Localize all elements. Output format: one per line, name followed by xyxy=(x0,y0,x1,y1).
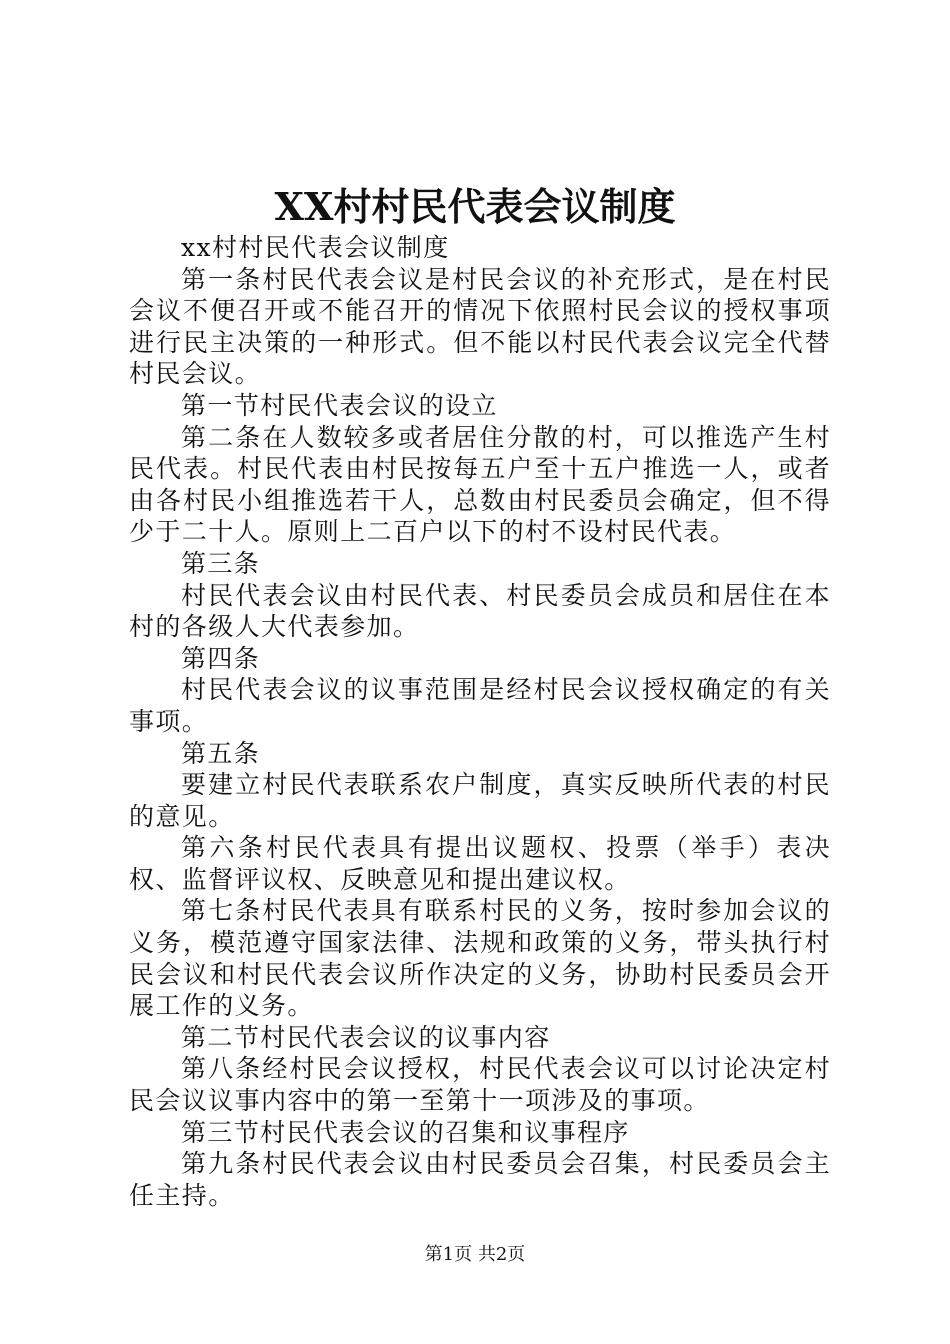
paragraph-article-3: 村民代表会议由村民代表、村民委员会成员和居住在本村的各级人大代表参加。 xyxy=(129,580,831,642)
section-heading-1: 第一节村民代表会议的设立 xyxy=(181,390,498,420)
paragraph-subtitle: xx村村民代表会议制度 xyxy=(181,233,450,262)
paragraph-article-6: 第六条村民代表具有提出议题权、投票（举手）表决权、监督评议权、反映意见和提出建议权。 xyxy=(129,833,831,894)
paragraph-article-9: 第九条村民代表会议由村民委员会召集，村民委员会主任主持。 xyxy=(129,1149,831,1210)
article-heading-4: 第四条 xyxy=(181,643,261,673)
article-heading-5: 第五条 xyxy=(181,738,261,768)
paragraph-article-5: 要建立村民代表联系农户制度，真实反映所代表的村民的意见。 xyxy=(129,770,831,831)
paragraph-article-8: 第八条经村民会议授权，村民代表会议可以讨论决定村民会议议事内容中的第一至第十一项涉及的事项。 xyxy=(129,1054,831,1116)
section-heading-2: 第二节村民代表会议的议事内容 xyxy=(181,1022,551,1052)
paragraph-article-4: 村民代表会议的议事范围是经村民会议授权确定的有关事项。 xyxy=(129,675,831,736)
paragraph-article-7: 第七条村民代表具有联系村民的义务，按时参加会议的义务，模范遵守国家法律、法规和政策的义务，带头执行村民会议和村民代表会议所作决定的义务，协助村民委员会开展工作的义务。 xyxy=(129,896,831,1021)
page-footer: 第1页 共2页 xyxy=(424,1244,526,1265)
article-heading-3: 第三条 xyxy=(181,548,261,578)
paragraph-article-1: 第一条村民代表会议是村民会议的补充形式，是在村民会议不便召开或不能召开的情况下依照村民会议的授权事项进行民主决策的一种形式。但不能以村民代表会议完全代替村民会议。 xyxy=(129,264,831,389)
paragraph-article-2: 第二条在人数较多或者居住分散的村，可以推选产生村民代表。村民代表由村民按每五户至十五户推选一人，或者由各村民小组推选若干人，总数由村民委员会确定，但不得少于二十人。原则上二百户以下的村不设村民代表。 xyxy=(129,422,831,547)
document-title: XX村村民代表会议制度 xyxy=(274,184,676,229)
section-heading-3: 第三节村民代表会议的召集和议事程序 xyxy=(181,1117,630,1147)
document-body xyxy=(129,232,831,1211)
